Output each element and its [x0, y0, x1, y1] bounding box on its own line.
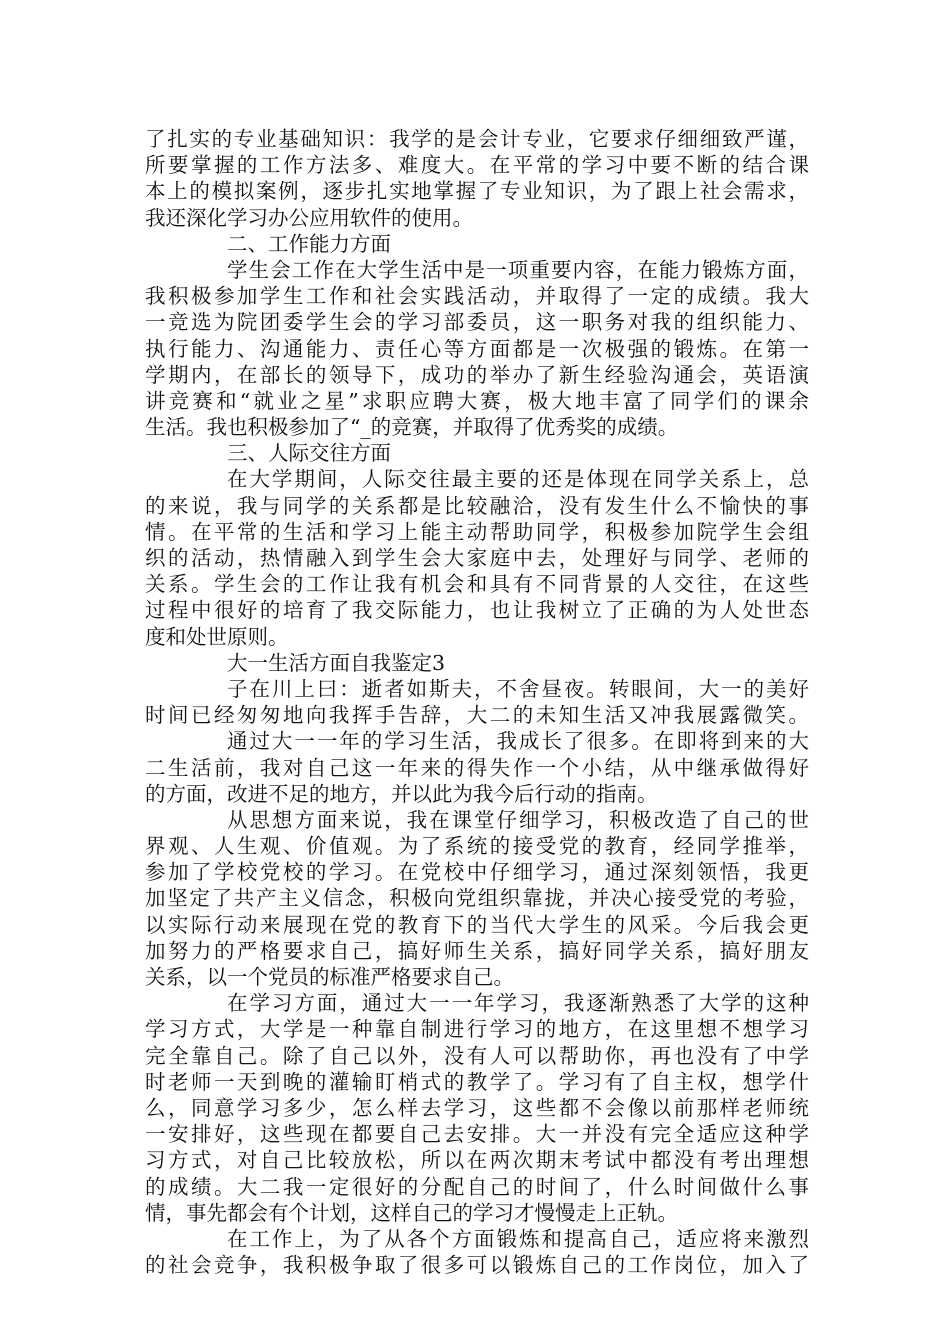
text-line: 二生活前，我对自己这一年来的得失作一个小结，从中继承做得好	[145, 755, 809, 780]
text-line: 完全靠自己。除了自己以外，没有人可以帮助你，再也没有了中学	[145, 1043, 809, 1068]
text-line: 的成绩。大二我一定很好的分配自己的时间了，什么时间做什么事	[145, 1174, 809, 1199]
text-line: 么，同意学习多少，怎么样去学习，这些都不会像以前那样老师统	[145, 1095, 809, 1120]
text-line: 通过大一一年的学习生活，我成长了很多。在即将到来的大	[227, 729, 809, 754]
text-line: 的社会竞争，我积极争取了很多可以锻炼自己的工作岗位，加入了	[145, 1253, 809, 1278]
text-line: 一竞选为院团委学生会的学习部委员，这一职务对我的组织能力、	[145, 310, 809, 335]
document-body	[145, 126, 809, 1278]
text-line: 我还深化学习办公应用软件的使用。	[145, 205, 473, 230]
text-line: 二、工作能力方面	[227, 231, 391, 256]
text-line: 大一生活方面自我鉴定3	[227, 650, 446, 675]
text-line: 一安排好，这些现在都要自己去安排。大一并没有完全适应这种学	[145, 1122, 809, 1147]
text-line: 在大学期间，人际交往最主要的还是体现在同学关系上，总	[227, 467, 809, 492]
text-line: 以实际行动来展现在党的教育下的当代大学生的风采。今后我会更	[145, 912, 809, 937]
text-line: 关系。学生会的工作让我有机会和具有不同背景的人交往，在这些	[145, 572, 809, 597]
text-line: 界观、人生观、价值观。为了系统的接受党的教育，经同学推举，	[145, 834, 809, 859]
text-line: 生活。我也积极参加了“_的竞赛，并取得了优秀奖的成绩。	[145, 415, 679, 440]
text-line: 所要掌握的工作方法多、难度大。在平常的学习中要不断的结合课	[145, 153, 809, 178]
text-line: 加努力的严格要求自己，搞好师生关系，搞好同学关系，搞好朋友	[145, 938, 809, 963]
text-line: 织的活动，热情融入到学生会大家庭中去，处理好与同学、老师的	[145, 546, 809, 570]
text-line: 情，事先都会有个计划，这样自己的学习才慢慢走上正轨。	[145, 1200, 678, 1225]
text-line: 时老师一天到晚的灌输盯梢式的教学了。学习有了自主权，想学什	[145, 1069, 809, 1094]
text-line: 度和处世原则。	[145, 624, 289, 649]
text-line: 在学习方面，通过大一一年学习，我逐渐熟悉了大学的这种	[227, 991, 809, 1016]
text-line: 加坚定了共产主义信念，积极向党组织靠拢，并决心接受党的考验，	[145, 886, 809, 911]
text-line: 讲竞赛和“就业之星”求职应聘大赛，极大地丰富了同学们的课余	[145, 388, 809, 413]
text-line: 在工作上，为了从各个方面锻炼和提高自己，适应将来激烈	[227, 1226, 809, 1251]
text-line: 时间已经匆匆地向我挥手告辞，大二的未知生活又冲我展露微笑。	[145, 703, 809, 728]
text-line: 习方式，对自己比较放松，所以在两次期末考试中都没有考出理想	[145, 1148, 809, 1173]
text-line: 了扎实的专业基础知识：我学的是会计专业，它要求仔细细致严谨，	[145, 127, 809, 151]
text-line: 学期内，在部长的领导下，成功的举办了新生经验沟通会，英语演	[145, 362, 809, 387]
text-line: 过程中很好的培育了我交际能力，也让我树立了正确的为人处世态	[145, 598, 809, 623]
text-line: 关系，以一个党员的标准严格要求自己。	[145, 965, 514, 989]
text-line: 的方面，改进不足的地方，并以此为我今后行动的指南。	[145, 781, 658, 806]
text-line: 子在川上曰：逝者如斯夫，不舍昼夜。转眼间，大一的美好	[227, 676, 809, 701]
text-line: 情。在平常的生活和学习上能主动帮助同学，积极参加院学生会组	[145, 519, 809, 544]
text-line: 三、人际交往方面	[227, 441, 391, 466]
text-line: 学习方式，大学是一种靠自制进行学习的地方，在这里想不想学习	[145, 1017, 809, 1042]
text-line: 我积极参加学生工作和社会实践活动，并取得了一定的成绩。我大	[145, 284, 809, 309]
text-line: 参加了学校党校的学习。在党校中仔细学习，通过深刻领悟，我更	[145, 860, 809, 885]
text-line: 执行能力、沟通能力、责任心等方面都是一次极强的锻炼。在第一	[145, 336, 809, 361]
text-line: 的来说，我与同学的关系都是比较融洽，没有发生什么不愉快的事	[145, 493, 809, 518]
text-line: 学生会工作在大学生活中是一项重要内容，在能力锻炼方面，	[227, 257, 809, 282]
text-line: 从思想方面来说，我在课堂仔细学习，积极改造了自己的世	[227, 807, 809, 832]
text-line: 本上的模拟案例，逐步扎实地掌握了专业知识，为了跟上社会需求，	[145, 179, 809, 204]
